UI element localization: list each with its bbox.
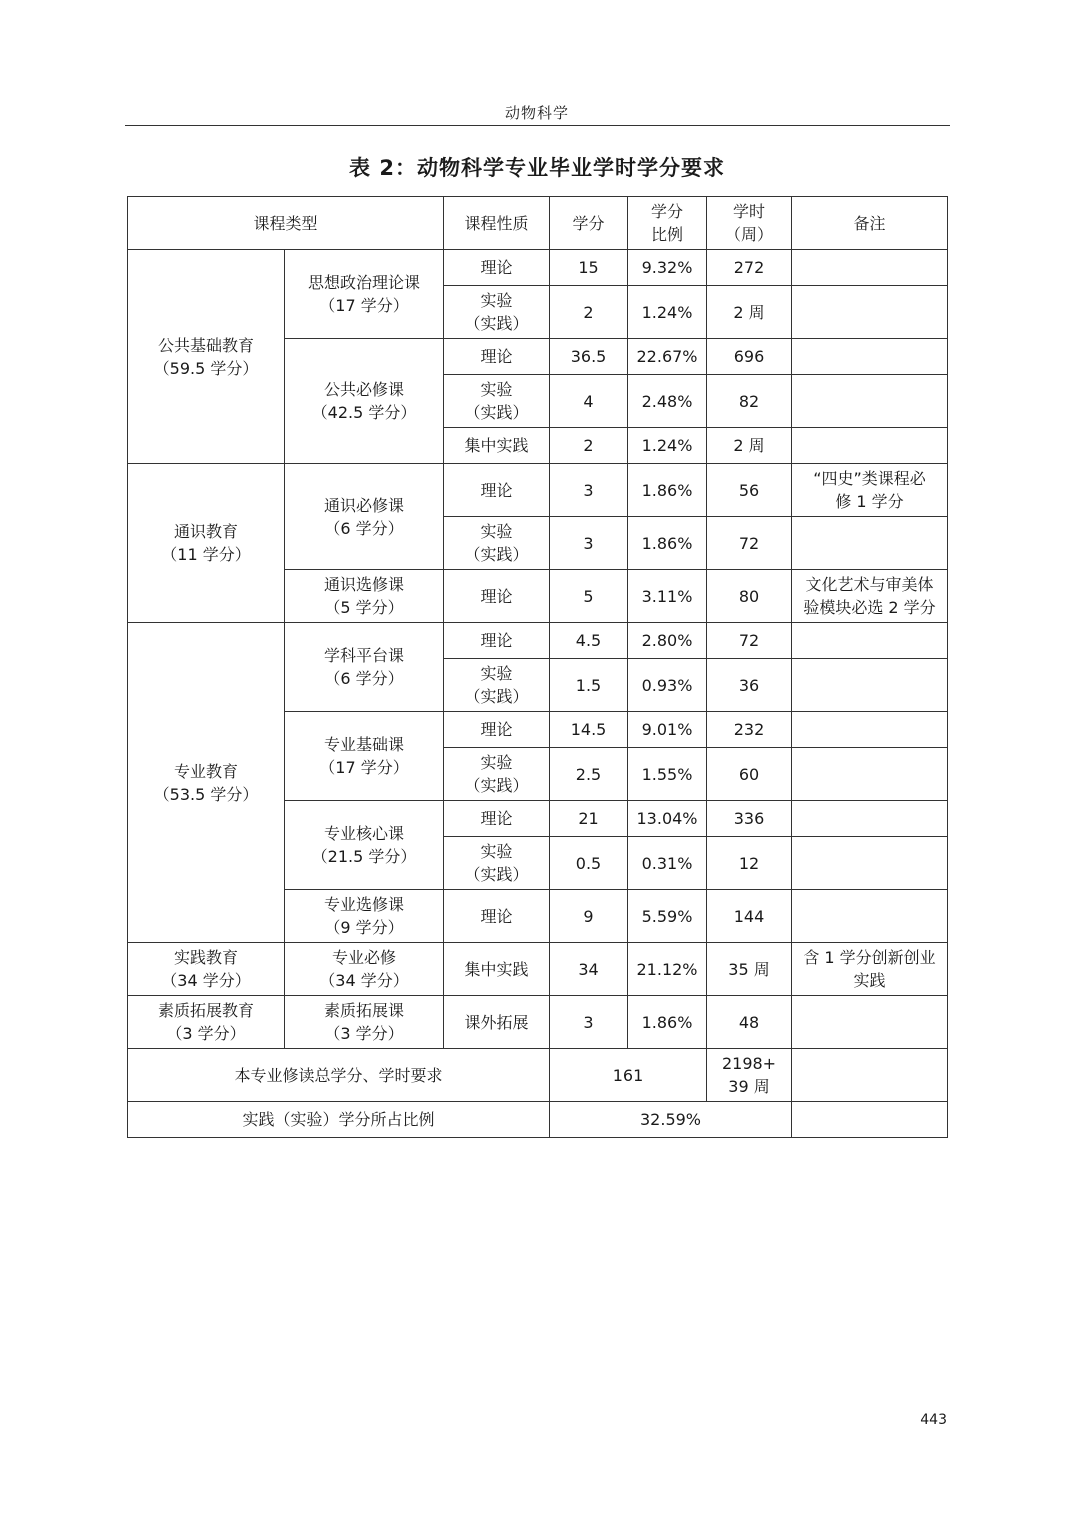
remark-cell — [792, 623, 948, 659]
credits-cell: 34 — [550, 943, 628, 996]
credit-ratio-cell: 1.86% — [628, 996, 707, 1049]
credit-ratio-cell: 22.67% — [628, 339, 707, 375]
credit-ratio-cell: 21.12% — [628, 943, 707, 996]
course-nature-cell: 理论 — [444, 890, 550, 943]
table-row — [128, 943, 948, 996]
hours-cell: 2 周 — [707, 428, 792, 464]
course-nature-cell: 理论 — [444, 250, 550, 286]
hours-cell: 36 — [707, 659, 792, 712]
credits-cell: 2.5 — [550, 748, 628, 801]
credits-cell: 9 — [550, 890, 628, 943]
practice-ratio-label-cell: 实践（实验）学分所占比例 — [128, 1102, 550, 1138]
practice-ratio-value-cell: 32.59% — [550, 1102, 792, 1138]
course-subcategory-cell: 专业选修课 （9 学分） — [285, 890, 444, 943]
practice-ratio-row — [128, 1102, 948, 1138]
credit-ratio-cell: 3.11% — [628, 570, 707, 623]
course-category-cell: 通识教育 （11 学分） — [128, 464, 285, 623]
credit-ratio-cell: 0.31% — [628, 837, 707, 890]
header-credits: 学分 — [550, 197, 628, 250]
running-header: 动物科学 — [504, 104, 569, 122]
hours-cell: 56 — [707, 464, 792, 517]
course-category-cell: 专业教育 （53.5 学分） — [128, 623, 285, 943]
hours-cell: 144 — [707, 890, 792, 943]
course-subcategory-cell: 专业必修 （34 学分） — [285, 943, 444, 996]
remark-cell — [792, 286, 948, 339]
table-row — [128, 464, 948, 517]
remark-cell — [792, 659, 948, 712]
credits-cell: 0.5 — [550, 837, 628, 890]
credit-ratio-cell: 1.86% — [628, 464, 707, 517]
header-rule — [125, 125, 950, 126]
credit-requirements-table — [127, 196, 948, 1138]
total-credits-cell: 161 — [550, 1049, 707, 1102]
course-nature-cell: 理论 — [444, 570, 550, 623]
credit-ratio-cell: 2.48% — [628, 375, 707, 428]
credits-cell: 36.5 — [550, 339, 628, 375]
hours-cell: 82 — [707, 375, 792, 428]
credits-cell: 1.5 — [550, 659, 628, 712]
course-subcategory-cell: 素质拓展课 （3 学分） — [285, 996, 444, 1049]
remark-cell — [792, 250, 948, 286]
header-credit-ratio: 学分 比例 — [628, 197, 707, 250]
remark-cell: 文化艺术与审美体 验模块必选 2 学分 — [792, 570, 948, 623]
course-nature-cell: 实验 （实践） — [444, 517, 550, 570]
practice-ratio-remark-cell — [792, 1102, 948, 1138]
course-nature-cell: 理论 — [444, 712, 550, 748]
course-nature-cell: 集中实践 — [444, 943, 550, 996]
table-body — [128, 197, 948, 1138]
credit-ratio-cell: 5.59% — [628, 890, 707, 943]
header-remarks: 备注 — [792, 197, 948, 250]
remark-cell — [792, 339, 948, 375]
course-nature-cell: 课外拓展 — [444, 996, 550, 1049]
credit-ratio-cell: 2.80% — [628, 623, 707, 659]
course-subcategory-cell: 专业基础课 （17 学分） — [285, 712, 444, 801]
credits-cell: 4 — [550, 375, 628, 428]
credits-cell: 5 — [550, 570, 628, 623]
credits-cell: 3 — [550, 464, 628, 517]
remark-cell — [792, 890, 948, 943]
hours-cell: 72 — [707, 517, 792, 570]
hours-cell: 272 — [707, 250, 792, 286]
page-number: 443 — [920, 1412, 947, 1428]
course-nature-cell: 实验 （实践） — [444, 748, 550, 801]
table-row — [128, 996, 948, 1049]
hours-cell: 80 — [707, 570, 792, 623]
remark-cell — [792, 996, 948, 1049]
total-label-cell: 本专业修读总学分、学时要求 — [128, 1049, 550, 1102]
remark-cell: “四史”类课程必 修 1 学分 — [792, 464, 948, 517]
course-subcategory-cell: 专业核心课 （21.5 学分） — [285, 801, 444, 890]
credits-cell: 21 — [550, 801, 628, 837]
credits-cell: 3 — [550, 996, 628, 1049]
course-category-cell: 实践教育 （34 学分） — [128, 943, 285, 996]
remark-cell — [792, 517, 948, 570]
credits-cell: 14.5 — [550, 712, 628, 748]
credits-cell: 3 — [550, 517, 628, 570]
course-nature-cell: 理论 — [444, 339, 550, 375]
course-nature-cell: 实验 （实践） — [444, 286, 550, 339]
table-title: 表 2：动物科学专业毕业学时学分要求 — [349, 156, 725, 180]
course-subcategory-cell: 思想政治理论课 （17 学分） — [285, 250, 444, 339]
hours-cell: 232 — [707, 712, 792, 748]
remark-cell — [792, 837, 948, 890]
course-category-cell: 公共基础教育 （59.5 学分） — [128, 250, 285, 464]
header-hours: 学时 （周） — [707, 197, 792, 250]
course-subcategory-cell: 通识必修课 （6 学分） — [285, 464, 444, 570]
course-nature-cell: 理论 — [444, 623, 550, 659]
credit-ratio-cell: 1.24% — [628, 286, 707, 339]
course-subcategory-cell: 通识选修课 （5 学分） — [285, 570, 444, 623]
credit-ratio-cell: 0.93% — [628, 659, 707, 712]
hours-cell: 35 周 — [707, 943, 792, 996]
remark-cell — [792, 748, 948, 801]
credits-cell: 2 — [550, 286, 628, 339]
remark-cell — [792, 801, 948, 837]
remark-cell — [792, 428, 948, 464]
total-hours-cell: 2198+ 39 周 — [707, 1049, 792, 1102]
credits-cell: 15 — [550, 250, 628, 286]
course-nature-cell: 实验 （实践） — [444, 659, 550, 712]
course-nature-cell: 理论 — [444, 464, 550, 517]
total-remark-cell — [792, 1049, 948, 1102]
hours-cell: 696 — [707, 339, 792, 375]
hours-cell: 48 — [707, 996, 792, 1049]
credits-cell: 4.5 — [550, 623, 628, 659]
course-nature-cell: 集中实践 — [444, 428, 550, 464]
course-nature-cell: 实验 （实践） — [444, 375, 550, 428]
header-row — [128, 197, 948, 250]
hours-cell: 336 — [707, 801, 792, 837]
credits-cell: 2 — [550, 428, 628, 464]
header-course-nature: 课程性质 — [444, 197, 550, 250]
header-course-type: 课程类型 — [128, 197, 444, 250]
remark-cell — [792, 712, 948, 748]
course-nature-cell: 实验 （实践） — [444, 837, 550, 890]
table-row — [128, 250, 948, 286]
table-row — [128, 623, 948, 659]
remark-cell: 含 1 学分创新创业 实践 — [792, 943, 948, 996]
credit-ratio-cell: 9.32% — [628, 250, 707, 286]
credit-ratio-cell: 1.55% — [628, 748, 707, 801]
course-subcategory-cell: 学科平台课 （6 学分） — [285, 623, 444, 712]
remark-cell — [792, 375, 948, 428]
credit-ratio-cell: 1.86% — [628, 517, 707, 570]
course-subcategory-cell: 公共必修课 （42.5 学分） — [285, 339, 444, 464]
credit-ratio-cell: 13.04% — [628, 801, 707, 837]
hours-cell: 2 周 — [707, 286, 792, 339]
hours-cell: 72 — [707, 623, 792, 659]
credit-ratio-cell: 1.24% — [628, 428, 707, 464]
total-row — [128, 1049, 948, 1102]
credit-ratio-cell: 9.01% — [628, 712, 707, 748]
hours-cell: 60 — [707, 748, 792, 801]
hours-cell: 12 — [707, 837, 792, 890]
course-nature-cell: 理论 — [444, 801, 550, 837]
course-category-cell: 素质拓展教育 （3 学分） — [128, 996, 285, 1049]
